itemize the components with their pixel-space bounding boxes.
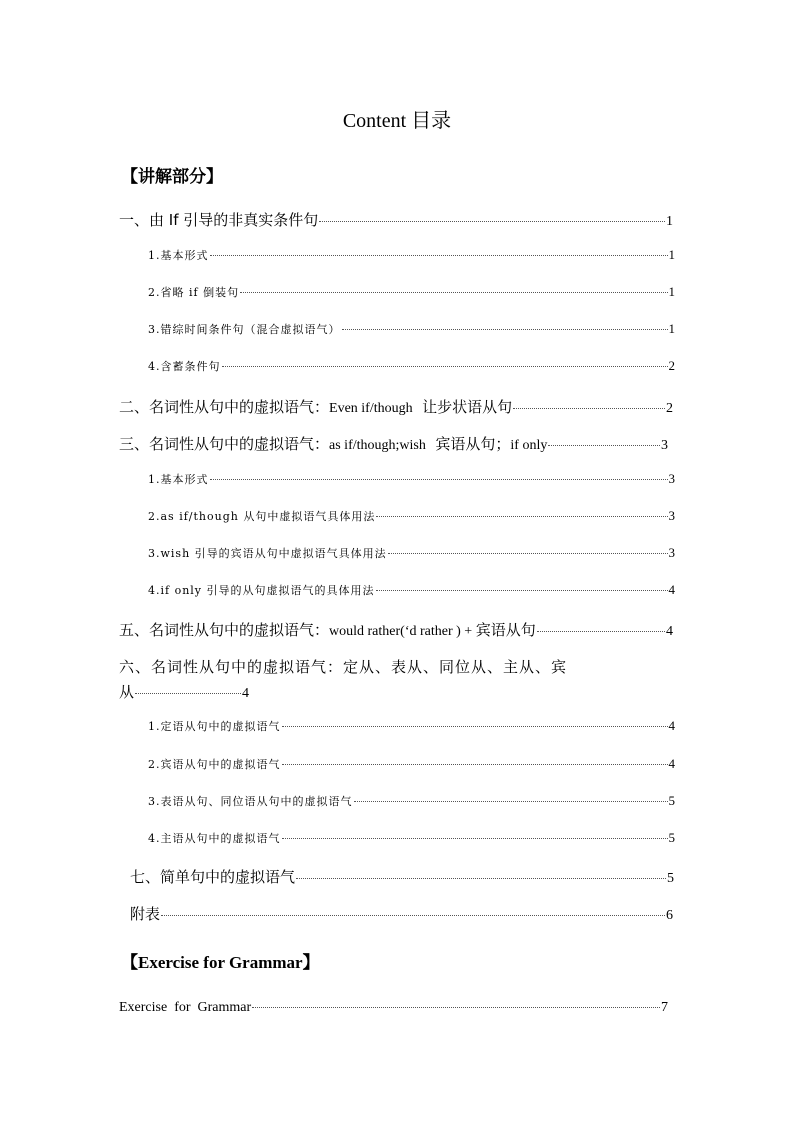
toc-entry-label: 一、由 If 引导的非真实条件句 (119, 211, 319, 229)
toc-label-part: 宾语从句； (425, 435, 511, 453)
toc-entry-label: 2.as if/though 从句中虚拟语气具体用法 (148, 510, 376, 523)
toc-entry-3-3[interactable] (148, 545, 675, 561)
toc-entry-6-4[interactable] (148, 830, 675, 846)
section-heading-explanation: 【讲解部分】 (121, 167, 223, 187)
toc-leader-dots (282, 753, 668, 765)
toc-leader-dots (252, 993, 660, 1008)
toc-page-number: 3 (668, 545, 675, 560)
toc-entry-label: 从 (119, 683, 135, 701)
toc-page-number: 5 (667, 871, 674, 886)
toc-entry-3-1[interactable] (148, 471, 675, 487)
toc-leader-dots (135, 678, 241, 694)
toc-label-part: 三、名词性从句中的虚拟语气： (119, 435, 330, 453)
toc-page-number: 6 (666, 908, 673, 923)
toc-page-number: 7 (661, 1000, 668, 1015)
toc-entry-label: 4.if only 引导的从句虚拟语气的具体用法 (148, 584, 375, 597)
toc-entry-3-4[interactable] (148, 582, 675, 598)
page-title: Content 目录 (342, 110, 452, 132)
toc-leader-dots (319, 206, 665, 222)
toc-entry-1-1[interactable] (148, 247, 675, 263)
toc-leader-dots (240, 281, 667, 293)
toc-page-number: 4 (668, 582, 675, 597)
toc-entry-label (119, 396, 512, 417)
toc-leader-dots (161, 900, 665, 916)
toc-entry-1-4[interactable] (148, 358, 675, 374)
toc-entry-label (119, 619, 536, 640)
toc-entry-6-line1[interactable]: 六、名词性从句中的虚拟语气：定从、表从、同位从、主从、宾 (119, 658, 568, 676)
toc-page-number: 1 (668, 321, 675, 336)
toc-entry-label: 1.定语从句中的虚拟语气 (148, 720, 281, 733)
toc-leader-dots (537, 616, 665, 632)
toc-entry-1-2[interactable] (148, 284, 675, 300)
toc-label-part: 宾语从句 (475, 621, 536, 639)
toc-entry-label: 3.表语从句、同位语从句中的虚拟语气 (148, 795, 353, 808)
toc-page-number: 3 (668, 471, 675, 486)
toc-leader-dots (354, 790, 668, 802)
toc-label-part: 五、名词性从句中的虚拟语气： (119, 621, 330, 639)
toc-page-number: 1 (666, 214, 673, 229)
toc-label-english: as if/though;wish (329, 438, 426, 453)
toc-label-english: if only (510, 438, 548, 453)
toc-page-number: 4 (242, 686, 249, 701)
toc-entry-5[interactable] (119, 619, 673, 640)
toc-page-number: 2 (668, 358, 675, 373)
toc-leader-dots (388, 542, 668, 554)
toc-label-part: 让步状语从句 (412, 398, 513, 416)
toc-leader-dots (210, 244, 668, 256)
toc-entry-6-1[interactable] (148, 718, 675, 734)
toc-page-number: 5 (668, 793, 675, 808)
toc-leader-dots (513, 393, 665, 409)
toc-entry-label: Exercise for Grammar (119, 1000, 252, 1015)
toc-page-number: 3 (668, 508, 675, 523)
toc-label-english: would rather(‘d rather ) + (329, 624, 476, 639)
toc-entry-label: 3.错综时间条件句（混合虚拟语气） (148, 323, 341, 336)
toc-entry-label (119, 433, 547, 454)
toc-leader-dots (376, 579, 668, 591)
toc-entry-label: 1.基本形式 (148, 473, 209, 486)
toc-label-part: 二、名词性从句中的虚拟语气： (119, 398, 330, 416)
toc-entry-label: 3.wish 引导的宾语从句中虚拟语气具体用法 (148, 547, 387, 560)
toc-entry-1-3[interactable] (148, 321, 675, 337)
toc-page-number: 1 (668, 247, 675, 262)
toc-leader-dots (342, 318, 668, 330)
toc-entry-label: 七、简单句中的虚拟语气 (130, 868, 296, 886)
toc-leader-dots (210, 468, 668, 480)
toc-leader-dots (376, 505, 667, 517)
toc-label-english: Even if/though (329, 401, 413, 416)
toc-entry-label: 2.省略 if 倒装句 (148, 286, 240, 299)
toc-entry-label: 1.基本形式 (148, 249, 209, 262)
toc-leader-dots (282, 715, 668, 727)
toc-page-number: 1 (668, 284, 675, 299)
toc-leader-dots (282, 827, 668, 839)
toc-page-number: 4 (666, 624, 673, 639)
toc-page-number: 4 (668, 756, 675, 771)
section-heading-exercise: 【Exercise for Grammar】 (121, 953, 320, 972)
toc-entry-3[interactable] (119, 433, 668, 454)
toc-page-number: 5 (668, 830, 675, 845)
toc-page-number: 2 (666, 401, 673, 416)
toc-entry-3-2[interactable] (148, 508, 675, 524)
toc-entry-label: 4.主语从句中的虚拟语气 (148, 832, 281, 845)
toc-page-number: 3 (661, 438, 668, 453)
toc-entry-appendix[interactable] (130, 903, 673, 924)
toc-entry-7[interactable] (130, 866, 674, 887)
toc-entry-6-3[interactable] (148, 793, 675, 809)
toc-leader-dots (548, 430, 660, 446)
toc-entry-6-2[interactable] (148, 756, 675, 772)
toc-page-number: 4 (668, 718, 675, 733)
toc-leader-dots (222, 355, 668, 367)
toc-entry-label: 4.含蓄条件句 (148, 360, 221, 373)
toc-leader-dots (296, 863, 666, 879)
toc-entry-6[interactable] (119, 681, 249, 702)
toc-entry-1[interactable] (119, 209, 673, 230)
toc-entry-2[interactable] (119, 396, 673, 417)
toc-entry-exercise[interactable] (119, 996, 668, 1016)
toc-entry-label: 2.宾语从句中的虚拟语气 (148, 758, 281, 771)
toc-entry-label: 附表 (130, 905, 161, 923)
